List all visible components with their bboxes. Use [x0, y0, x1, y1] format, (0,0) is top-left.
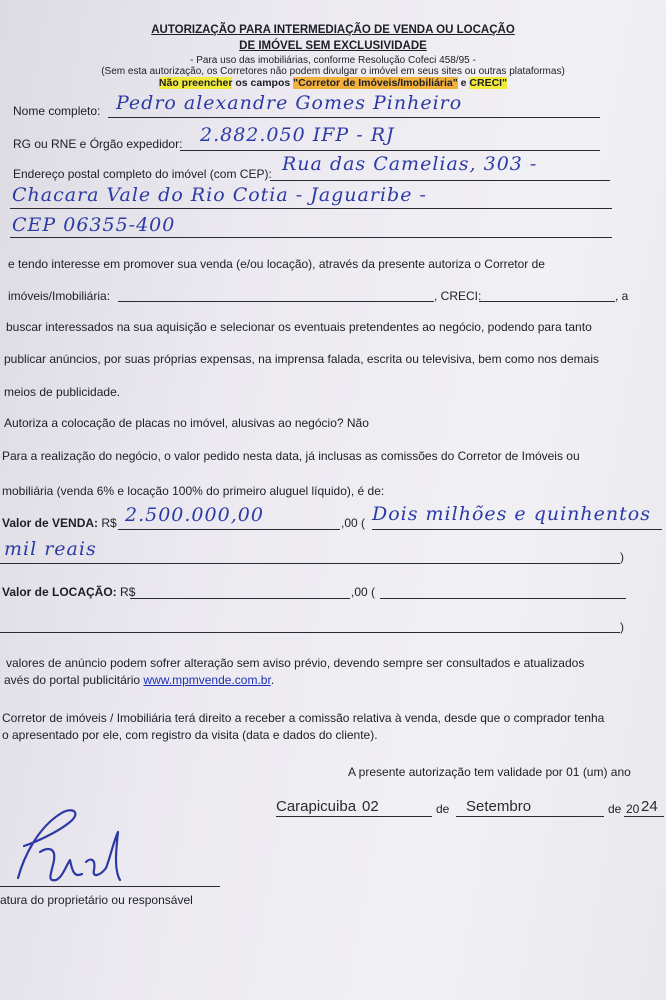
address-line-1 — [270, 180, 610, 181]
venda-cents: ,00 ( — [341, 516, 366, 530]
warning-mid: os campos — [232, 77, 294, 89]
portal-link[interactable]: www.mpmvende.com.br — [143, 673, 271, 687]
body-p5: meios de publicidade. — [4, 385, 121, 399]
name-value: Pedro alexandre Gomes Pinheiro — [116, 92, 463, 114]
address-value-3: CEP 06355-400 — [12, 214, 176, 236]
body-p1: e tendo interesse em promover sua venda (e/ou locação), através da presente autoriza o Corretor de — [8, 257, 545, 271]
warning-and: e — [457, 77, 470, 89]
date-day: 02 — [362, 798, 379, 815]
address-value-1: Rua das Camelias, 303 - — [282, 153, 538, 175]
venda-label-rs: R$ — [98, 516, 117, 530]
venda-close: ) — [620, 550, 624, 564]
placas-question: Autoriza a colocação de placas no imóvel, alusivas ao negócio? Não — [4, 416, 369, 430]
date-year-prefix: 20 — [626, 802, 640, 816]
date-de-1: de — [436, 802, 450, 816]
name-line — [108, 117, 600, 118]
warning-line — [0, 77, 666, 89]
title-line-1: AUTORIZAÇÃO PARA INTERMEDIAÇÃO DE VENDA OU LOCAÇÃO — [151, 24, 515, 36]
creci-line — [479, 301, 615, 302]
note-3: Corretor de imóveis / Imobiliária terá direito a receber a comissão relativa à venda, desde que o comprador tenha — [2, 711, 605, 725]
date-city-line — [276, 816, 432, 817]
locacao-words-line — [380, 598, 626, 599]
date-year-suffix: 24 — [641, 798, 658, 815]
date-year-line — [624, 816, 664, 817]
venda-label — [2, 516, 117, 530]
venda-words-1: Dois milhões e quinhentos — [372, 503, 651, 525]
venda-amount: 2.500.000,00 — [125, 504, 264, 526]
validity-text: A presente autorização tem validade por 01 (um) ano — [348, 765, 631, 779]
locacao-close: ) — [620, 620, 624, 634]
locacao-label — [2, 585, 135, 599]
note-4: o apresentado por ele, com registro da visita (data e dados do cliente). — [2, 728, 378, 742]
locacao-amount-line — [130, 598, 350, 599]
warning-prefix: Não preencher — [158, 77, 233, 89]
body-p2-label: imóveis/Imobiliária: — [8, 289, 111, 303]
venda-words-line — [372, 529, 662, 530]
rg-label: RG ou RNE e Órgão expedidor: — [13, 137, 183, 151]
note-2-prefix: avés do portal publicitário — [4, 673, 144, 687]
venda-words-line-2 — [0, 563, 620, 564]
locacao-cents: ,00 ( — [351, 585, 376, 599]
address-label: Endereço postal completo do imóvel (com CEP): — [13, 167, 272, 181]
signature-label: atura do proprietário ou responsável — [0, 893, 193, 907]
note-1: valores de anúncio podem sofrer alteração sem aviso prévio, devendo sempre ser consultados e atualizados — [6, 656, 585, 670]
body-p2-creci: , CRECI: — [434, 289, 482, 303]
title-line-2: DE IMÓVEL SEM EXCLUSIVIDADE — [239, 40, 427, 52]
address-line-3 — [10, 237, 612, 238]
note-2-suffix: . — [270, 673, 275, 687]
body-p2-end: , a — [615, 289, 629, 303]
body-p4: publicar anúncios, por suas próprias expensas, na imprensa falada, escrita ou televisiva, bem como nos demais — [4, 352, 599, 366]
locacao-label-bold: Valor de LOCAÇÃO: — [2, 585, 117, 599]
valor-intro-2: mobiliária (venda 6% e locação 100% do primeiro aluguel líquido), é de: — [2, 484, 385, 498]
subtitle-1: - Para uso das imobiliárias, conforme Resolução Cofeci 458/95 - — [190, 55, 476, 66]
date-city: Carapicuiba — [276, 798, 357, 815]
address-value-2: Chacara Vale do Rio Cotia - Jaguaribe - — [12, 184, 427, 206]
warning-field-1: "Corretor de Imóveis/Imobiliária" — [293, 77, 458, 89]
note-2 — [4, 673, 274, 687]
body-p3: buscar interessados na sua aquisição e selecionar os eventuais pretendentes ao negócio, podendo para tanto — [6, 320, 592, 334]
signature-mark — [0, 800, 230, 895]
name-label: Nome completo: — [13, 104, 101, 118]
warning-field-2: CRECI" — [469, 77, 508, 89]
date-month: Setembro — [466, 798, 532, 815]
address-line-2 — [10, 208, 612, 209]
rg-line — [180, 150, 600, 151]
valor-intro-1: Para a realização do negócio, o valor pedido nesta data, já inclusas as comissões do Corretor de Imóveis ou — [2, 449, 580, 463]
date-month-line — [456, 816, 604, 817]
signature-line — [0, 886, 220, 887]
rg-value: 2.882.050 IFP - RJ — [200, 124, 395, 146]
venda-label-bold: Valor de VENDA: — [2, 516, 99, 530]
venda-amount-line — [118, 529, 340, 530]
locacao-label-rs: R$ — [116, 585, 136, 599]
venda-words-2: mil reais — [4, 538, 97, 560]
subtitle-2: (Sem esta autorização, os Corretores não podem divulgar o imóvel em seus sites ou outras plataformas) — [101, 66, 565, 77]
locacao-words-line-2 — [0, 632, 620, 633]
broker-line — [118, 301, 434, 302]
date-de-2: de — [608, 802, 622, 816]
